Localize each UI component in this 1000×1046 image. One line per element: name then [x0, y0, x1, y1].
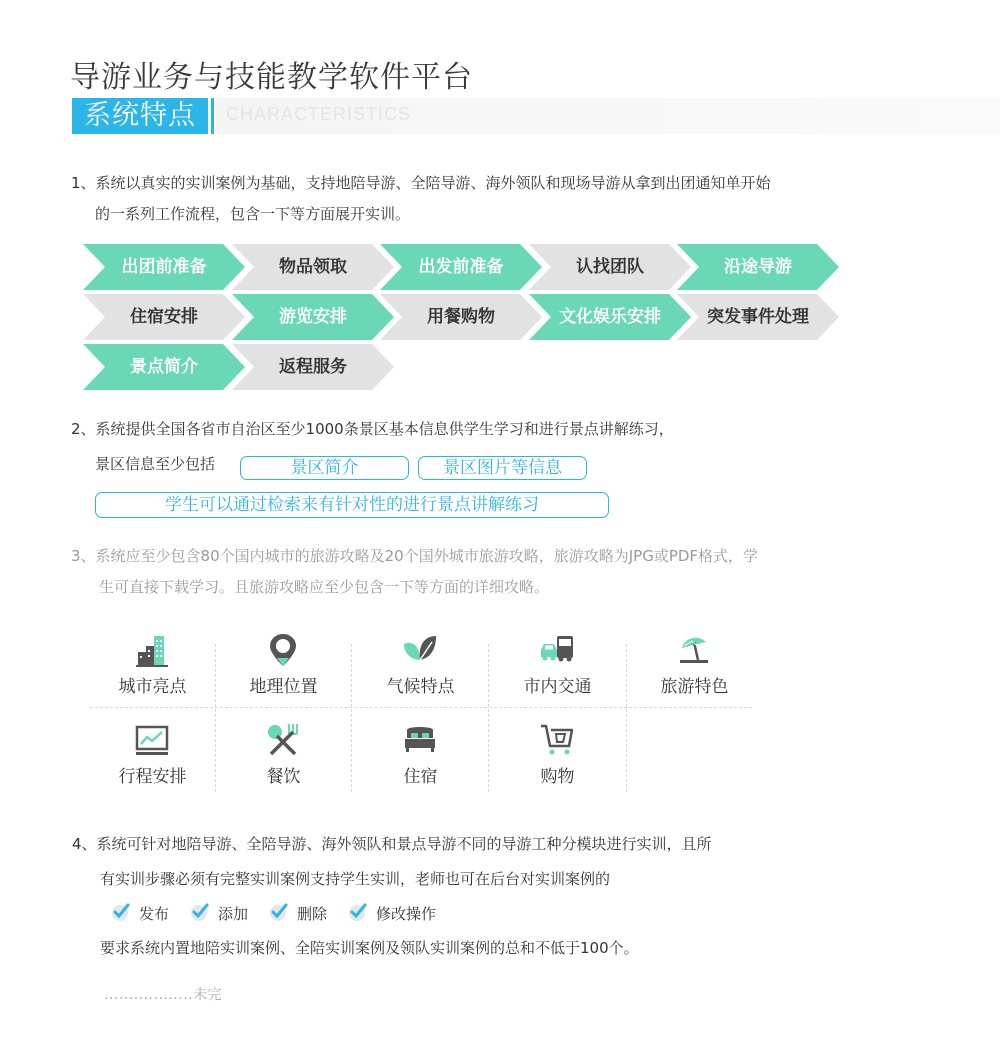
workflow-step-label: 返程服务 — [279, 357, 347, 377]
point3-line2: 生可直接下载学习。且旅游攻略应至少包含一下等方面的详细攻略。 — [99, 578, 550, 596]
workflow-step — [83, 344, 245, 390]
point3-line1: 3、系统应至少包含80个国内城市的旅游攻略及20个国外城市旅游攻略，旅游攻略为JPG或PDF格式，学 — [71, 547, 759, 565]
workflow-step-label: 认找团队 — [576, 257, 644, 277]
point2-line1: 2、系统提供全国各省市自治区至少1000条景区基本信息供学生学习和进行景点讲解练习， — [71, 420, 674, 438]
chart-board-icon — [134, 722, 170, 758]
location-pin-icon — [265, 632, 301, 668]
workflow-step — [529, 244, 691, 290]
check-label: 修改操作 — [376, 905, 437, 923]
point2-line2: 景区信息至少包括 — [95, 455, 216, 473]
pill-scenic-intro: 景区简介 — [240, 456, 409, 480]
workflow-step-label: 用餐购物 — [427, 307, 495, 327]
guide-topics-grid — [90, 616, 752, 792]
page-title: 导游业务与技能教学软件平台 — [70, 60, 473, 95]
topic-label: 城市亮点 — [118, 677, 187, 697]
topic-geo-location — [221, 616, 346, 704]
bed-icon — [402, 722, 438, 758]
topic-climate — [358, 616, 483, 704]
topic-shopping — [495, 706, 620, 794]
check-label: 删除 — [297, 905, 328, 923]
point4-line2: 有实训步骤必须有完整实训案例支持学生实训，老师也可在后台对实训案例的 — [100, 870, 611, 888]
section-header — [0, 98, 1000, 134]
point4-line1: 4、系统可针对地陪导游、全陪导游、海外领队和景点导游不同的导游工种分模块进行实训，且所 — [72, 835, 712, 853]
workflow-step — [83, 294, 245, 340]
workflow-step — [232, 244, 394, 290]
pill-scenic-images: 景区图片等信息 — [418, 456, 587, 480]
workflow-step — [232, 344, 394, 390]
section-label: 系统特点 — [72, 98, 208, 134]
workflow-step-label: 出发前准备 — [418, 257, 504, 277]
topic-label: 购物 — [540, 767, 575, 787]
workflow-step — [380, 244, 542, 290]
leaves-icon — [402, 632, 438, 668]
workflow-step — [380, 294, 542, 340]
workflow-step — [83, 244, 245, 290]
topic-label: 气候特点 — [386, 677, 455, 697]
fork-knife-icon — [265, 722, 301, 758]
topic-label: 住宿 — [403, 767, 438, 787]
pill-practice: 学生可以通过检索来有针对性的进行景点讲解练习 — [95, 492, 609, 518]
topic-city-transport — [495, 616, 620, 704]
workflow-step — [677, 244, 839, 290]
workflow-step-label: 出团前准备 — [121, 257, 207, 277]
topic-lodging — [358, 706, 483, 794]
check-label: 添加 — [218, 905, 249, 923]
topic-label: 旅游特色 — [660, 677, 729, 697]
topic-dining — [221, 706, 346, 794]
point1-line1: 1、系统以真实的实训案例为基础，支持地陪导游、全陪导游、海外领队和现场导游从拿到出团通知单开始 — [71, 174, 771, 192]
checkmark-icon — [348, 902, 368, 922]
workflow-step — [232, 294, 394, 340]
to-be-continued: ..................未完 — [104, 987, 223, 1003]
city-buildings-icon — [134, 632, 170, 668]
topic-label: 地理位置 — [249, 677, 318, 697]
section-label-en: CHARACTERISTICS — [226, 104, 412, 124]
point4-line3: 要求系统内置地陪实训案例、全陪实训案例及领队实训案例的总和不低于100个。 — [100, 939, 639, 957]
topic-label: 行程安排 — [118, 767, 187, 787]
checkmark-icon — [190, 902, 210, 922]
workflow-step-label: 沿途导游 — [724, 257, 792, 277]
check-label: 发布 — [139, 905, 170, 923]
workflow-step — [677, 294, 839, 340]
shopping-cart-icon — [539, 722, 575, 758]
checkmark-icon — [269, 902, 289, 922]
topic-travel-features — [632, 616, 757, 704]
topic-label: 餐饮 — [266, 767, 301, 787]
topic-label: 市内交通 — [523, 677, 592, 697]
workflow-step-label: 游览安排 — [279, 307, 347, 327]
topic-city-highlights — [90, 616, 215, 704]
workflow-step-label: 文化娱乐安排 — [559, 307, 661, 327]
point1-line2: 的一系列工作流程，包含一下等方面展开实训。 — [95, 205, 411, 223]
workflow-step-label: 物品领取 — [279, 257, 347, 277]
workflow-step — [529, 294, 691, 340]
checkmark-icon — [111, 902, 131, 922]
car-bus-icon — [539, 632, 575, 668]
workflow-step-label: 景点简介 — [130, 357, 198, 377]
workflow-step-label: 住宿安排 — [130, 307, 198, 327]
workflow-step-label: 突发事件处理 — [707, 307, 809, 327]
beach-umbrella-icon — [676, 632, 712, 668]
topic-itinerary — [90, 706, 215, 794]
